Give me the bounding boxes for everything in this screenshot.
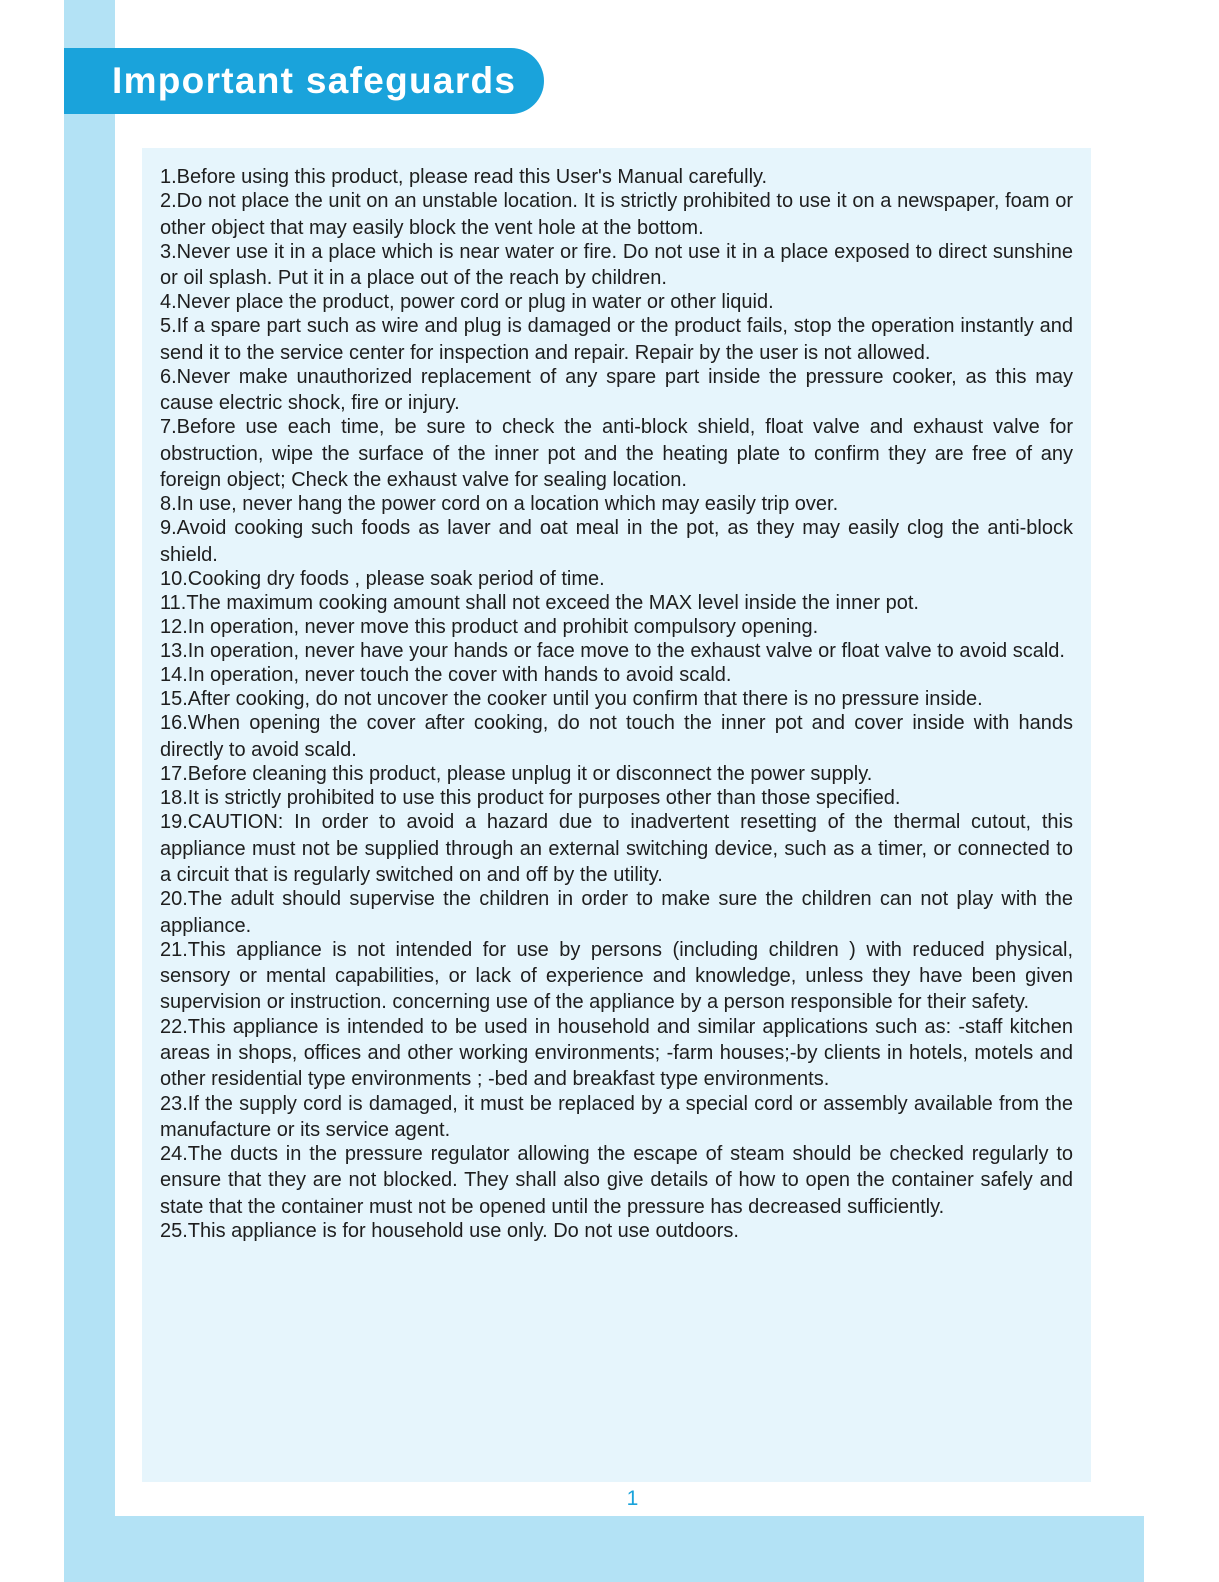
page-title: Important safeguards	[112, 60, 517, 101]
list-item: 2.Do not place the unit on an unstable location. It is strictly prohibited to use it on a newspaper, foam or other object that may easily block the vent hole at the bottom.	[160, 190, 1073, 239]
bottom-decorative-bar	[64, 1516, 1144, 1582]
list-item: 20.The adult should supervise the children in order to make sure the children can not play with the appliance.	[160, 888, 1073, 937]
list-item: 22.This appliance is intended to be used in household and similar applications such as: -staff kitchen areas in shops, offices and other working environments; -farm houses;-by clients in hotels, motels and other residential type environments ; -bed and breakfast type environments.	[160, 1015, 1073, 1091]
list-item: 23.If the supply cord is damaged, it must be replaced by a special cord or assembly available from the manufacture or its service agent.	[160, 1092, 1073, 1141]
list-item: 3.Never use it in a place which is near water or fire. Do not use it in a place exposed to direct sunshine or oil splash. Put it in a place out of the reach by children.	[160, 240, 1073, 290]
list-item: 17.Before cleaning this product, please unplug it or disconnect the power supply.	[160, 763, 873, 785]
list-item: 24.The ducts in the pressure regulator allowing the escape of steam should be checked regularly to ensure that they are not blocked. They shall also give details of how to open the container safely and state that the container must not be opened until the pressure has decreased sufficiently.	[160, 1143, 1073, 1218]
list-item: 18.It is strictly prohibited to use this product for purposes other than those specified.	[160, 787, 901, 810]
list-item: 12.In operation, never move this product and prohibit compulsory opening.	[160, 616, 819, 639]
left-decorative-bar	[64, 0, 115, 1582]
list-item: 25.This appliance is for household use only. Do not use outdoors.	[160, 1219, 739, 1242]
list-item: 14.In operation, never touch the cover with hands to avoid scald.	[160, 664, 732, 687]
list-item: 21.This appliance is not intended for use by persons (including children ) with reduced physical, sensory or mental capabilities, or lack of experience and knowledge, unless they have been given supervision or instruction. concerning use of the appliance by a person responsible for their safety.	[160, 938, 1073, 1014]
list-item: 5.If a spare part such as wire and plug is damaged or the product fails, stop the operation instantly and send it to the service center for inspection and repair. Repair by the user is not allowed.	[160, 315, 1073, 364]
list-item: 7.Before use each time, be sure to check the anti-block shield, float valve and exhaust valve for obstruction, wipe the surface of the inner pot and the heating plate to confirm they are free of any foreign object; Check the exhaust valve for sealing location.	[160, 416, 1073, 492]
list-item: 19.CAUTION: In order to avoid a hazard due to inadvertent resetting of the thermal cutout, this appliance must not be supplied through an external switching device, such as a timer, or connected to a circuit that is regularly switched on and off by the utility.	[160, 811, 1073, 887]
list-item: 13.In operation, never have your hands or face move to the exhaust valve or float valve to avoid scald.	[160, 640, 1065, 663]
safeguards-list	[160, 164, 1073, 1242]
list-item: 11.The maximum cooking amount shall not exceed the MAX level inside the inner pot.	[160, 591, 919, 614]
list-item: 15.After cooking, do not uncover the cooker until you confirm that there is no pressure inside.	[160, 688, 983, 711]
list-item: 10.Cooking dry foods , please soak period of time.	[160, 567, 605, 590]
page-number: 1	[626, 1487, 639, 1510]
list-item: 6.Never make unauthorized replacement of any spare part inside the pressure cooker, as this may cause electric shock, fire or injury.	[160, 365, 1073, 415]
list-item: 16.When opening the cover after cooking, do not touch the inner pot and cover inside with hands directly to avoid scald.	[160, 712, 1073, 761]
list-item: 9.Avoid cooking such foods as laver and oat meal in the pot, as they may easily clog the anti-block shield.	[160, 517, 1073, 566]
list-item: 4.Never place the product, power cord or plug in water or other liquid.	[160, 291, 774, 314]
list-item: 1.Before using this product, please read this User's Manual carefully.	[160, 166, 768, 188]
list-item: 8.In use, never hang the power cord on a location which may easily trip over.	[160, 493, 839, 516]
